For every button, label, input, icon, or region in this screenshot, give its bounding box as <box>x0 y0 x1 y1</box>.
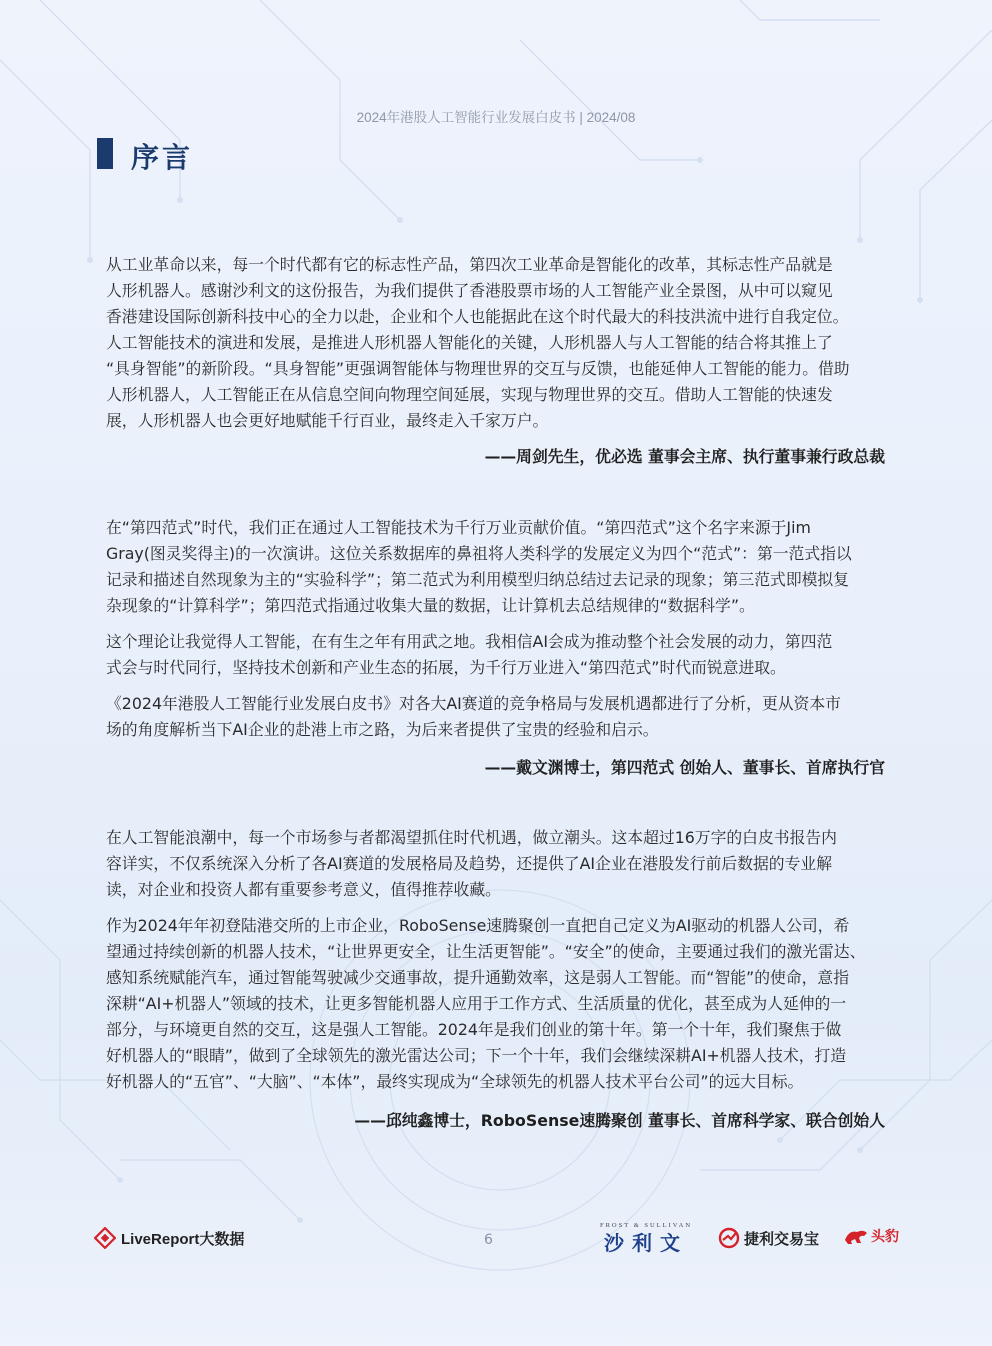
block-2-signature: ——戴文渊博士，第四范式 创始人、董事长、首席执行官 <box>484 758 885 777</box>
block-2-paragraph-1 <box>106 515 890 619</box>
block-3-signature: ——邱纯鑫博士，RoboSense速腾聚创 董事长、首席科学家、联合创始人 <box>354 1111 885 1130</box>
text-line: 人工智能技术的演进和发展，是推进人形机器人智能化的关键，人形机器人与人工智能的结合将其推上了 <box>106 333 833 352</box>
text-line: 容详实，不仅系统深入分析了各AI赛道的发展格局及趋势，还提供了AI企业在港股发行前后数据的专业解 <box>106 854 832 873</box>
block-2-paragraph-3 <box>106 691 890 743</box>
text-line: 杂现象的“计算科学”；第四范式指通过收集大量的数据，让计算机去总结规律的“数据科学”。 <box>106 596 755 615</box>
text-line: 深耕“AI+机器人”领域的技术，让更多智能机器人应用于工作方式、生活质量的优化，甚至成为人延伸的一 <box>106 994 847 1013</box>
text-line: 感知系统赋能汽车，通过智能驾驶减少交通事故，提升通勤效率，这是弱人工智能。而“智能”的使命，意指 <box>106 968 850 987</box>
livereport-diamond-icon <box>94 1227 116 1249</box>
block-3-paragraph-1 <box>106 825 890 903</box>
toubao-logo-text: 头豹 <box>871 1229 899 1245</box>
page-number: 6 <box>484 1232 493 1248</box>
text-line: 好机器人的“眼睛”，做到了全球领先的激光雷达公司；下一个十年，我们会继续深耕AI+机器人技术，打造 <box>106 1046 847 1065</box>
text-line: 在“第四范式”时代，我们正在通过人工智能技术为千行万业贡献价值。“第四范式”这个名字来源于Jim <box>106 518 811 537</box>
text-line: 部分，与环境更自然的交互，这是强人工智能。2024年是我们创业的第十年。第一个十年，我们聚焦于做 <box>106 1020 842 1039</box>
block-3-paragraph-2 <box>106 913 890 1095</box>
livereport-logo-text: LiveReport大数据 <box>121 1230 245 1248</box>
leopard-icon <box>843 1226 869 1246</box>
text-line: 人形机器人，人工智能正在从信息空间向物理空间延展，实现与物理世界的交互。借助人工智能的快速发 <box>106 385 833 404</box>
section-title-marker <box>97 138 113 169</box>
text-line: 作为2024年年初登陆港交所的上市企业，RoboSense速腾聚创一直把自己定义为AI驱动的机器人公司，希 <box>106 916 850 935</box>
page-header: 2024年港股人工智能行业发展白皮书 | 2024/08 <box>356 110 636 125</box>
jieli-logo <box>718 1227 819 1249</box>
text-line: 望通过持续创新的机器人技术，“让世界更安全，让生活更智能”。“安全”的使命，主要通过我们的激光雷达、 <box>106 942 866 961</box>
toubao-logo <box>843 1226 899 1246</box>
frost-sullivan-logo <box>598 1222 694 1256</box>
text-line: 场的角度解析当下AI企业的赴港上市之路，为后来者提供了宝贵的经验和启示。 <box>106 720 659 739</box>
text-line: 式会与时代同行，坚持技术创新和产业生态的拓展，为千行万业进入“第四范式”时代而锐意进取。 <box>106 658 786 677</box>
text-line: 香港建设国际创新科技中心的全力以赴，企业和个人也能据此在这个时代最大的科技洪流中进行自我定位。 <box>106 307 849 326</box>
block-1-signature: ——周剑先生，优必选 董事会主席、执行董事兼行政总裁 <box>484 447 885 466</box>
text-line: 记录和描述自然现象为主的“实验科学”；第二范式为利用模型归纳总结过去记录的现象；第三范式即模拟复 <box>106 570 850 589</box>
text-line: “具身智能”的新阶段。“具身智能”更强调智能体与物理世界的交互与反馈，也能延伸人工智能的能力。借助 <box>106 359 850 378</box>
frost-sullivan-english: FROST & SULLIVAN <box>599 1222 693 1229</box>
livereport-logo <box>94 1227 244 1249</box>
jieli-swoosh-icon <box>718 1227 740 1249</box>
block-2-paragraph-2 <box>106 629 890 681</box>
text-line: 这个理论让我觉得人工智能，在有生之年有用武之地。我相信AI会成为推动整个社会发展的动力，第四范 <box>106 632 833 651</box>
text-line: 展，人形机器人也会更好地赋能千行百业，最终走入千家万户。 <box>106 411 549 430</box>
text-line: 好机器人的“五官”、“大脑”、“本体”，最终实现成为“全球领先的机器人技术平台公司”的远大目标。 <box>106 1072 804 1091</box>
block-1-paragraph-1 <box>106 252 890 434</box>
text-line: 从工业革命以来，每一个时代都有它的标志性产品，第四次工业革命是智能化的改革，其标志性产品就是 <box>106 255 833 274</box>
section-title: 序言 <box>131 141 194 174</box>
text-line: 人形机器人。感谢沙利文的这份报告，为我们提供了香港股票市场的人工智能产业全景图，从中可以窥见 <box>106 281 833 300</box>
text-line: 在人工智能浪潮中，每一个市场参与者都渴望抓住时代机遇，做立潮头。这本超过16万字的白皮书报告内 <box>106 828 837 847</box>
jieli-logo-text: 捷利交易宝 <box>744 1229 820 1248</box>
frost-sullivan-chinese: 沙利文 <box>604 1231 688 1255</box>
text-line: 读，对企业和投资人都有重要参考意义，值得推荐收藏。 <box>106 880 501 899</box>
text-line: 《2024年港股人工智能行业发展白皮书》对各大AI赛道的竞争格局与发展机遇都进行了分析，更从资本市 <box>106 694 841 713</box>
text-line: Gray(图灵奖得主)的一次演讲。这位关系数据库的鼻祖将人类科学的发展定义为四个“范式”：第一范式指以 <box>106 544 852 563</box>
